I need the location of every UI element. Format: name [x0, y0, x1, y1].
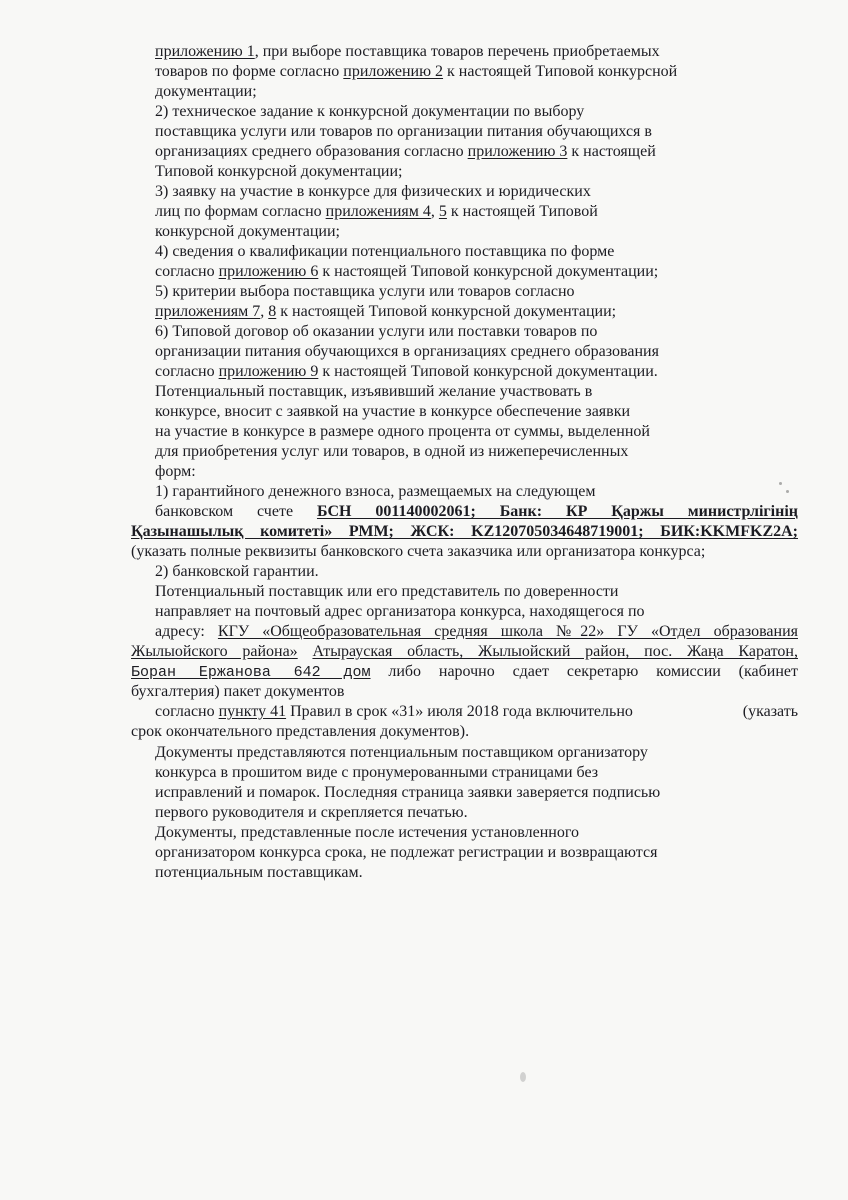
text-line: исправлений и помарок. Последняя страница заявки заверяется подписью	[155, 784, 661, 801]
link-appendix-4[interactable]: приложениям 4	[325, 203, 431, 220]
link-appendix-2[interactable]: приложению 2	[343, 63, 444, 80]
text-line: организациях среднего образования согласно приложению 3 к настоящей	[155, 143, 656, 160]
text-line: Потенциальный поставщик, изъявивший желание участвовать в	[155, 383, 593, 400]
text-line: 2) банковской гарантии.	[155, 563, 319, 580]
link-appendix-3[interactable]: приложению 3	[467, 143, 568, 160]
text-line: лиц по формам согласно приложениям 4, 5 к настоящей Типовой	[155, 203, 598, 220]
text-line: Типовой конкурсной документации;	[155, 163, 403, 180]
text-line: для приобретения услуг или товаров, в одной из нижеперечисленных	[155, 443, 629, 460]
text-line: Документы представляются потенциальным поставщиком организатору	[155, 744, 648, 761]
text-line: бухгалтерия) пакет документов	[131, 683, 345, 700]
scan-speck	[520, 1072, 526, 1082]
text-line: 1) гарантийного денежного взноса, размещаемых на следующем	[155, 483, 596, 500]
text-line: приложению 1, при выборе поставщика товаров перечень приобретаемых	[155, 43, 660, 60]
text-line: (указать полные реквизиты банковского счета заказчика или организатора конкурса;	[131, 543, 706, 560]
text-line: согласно приложению 9 к настоящей Типовой конкурсной документации.	[155, 363, 658, 380]
deadline-note: (указать	[742, 703, 798, 720]
text-line: 2) техническое задание к конкурсной документации по выбору	[155, 103, 585, 120]
organizer-name: КГУ «Общеобразовательная средняя школа №22» ГУ «Отдел образования	[217, 623, 798, 640]
text-line: конкурса в прошитом виде с пронумерованными страницами без	[155, 764, 599, 781]
text-line: потенциальным поставщикам.	[155, 864, 363, 881]
text-line: форм:	[155, 463, 196, 480]
deadline-line: согласно пункту 41 Правил в срок «31» июля 2018 года включительно	[155, 703, 633, 720]
scan-speck	[779, 482, 782, 485]
text-line: согласно приложению 6 к настоящей Типовой конкурсной документации;	[155, 263, 659, 280]
address-line: адресу: КГУ «Общеобразовательная средняя школа №22» ГУ «Отдел образования	[155, 623, 798, 640]
text-line: направляет на почтовый адрес организатора конкурса, находящегося по	[155, 603, 645, 620]
text-line: 5) критерии выбора поставщика услуги или товаров согласно	[155, 283, 575, 300]
text-line: приложениям 7, 8 к настоящей Типовой конкурсной документации;	[155, 303, 617, 320]
scan-speck	[786, 490, 789, 493]
link-appendix-5[interactable]: 5	[438, 203, 447, 220]
text-line: первого руководителя и скрепляется печатью.	[155, 804, 468, 821]
postal-address: Атырауская область, Жылыойский район, пос. Жаңа Каратон,	[312, 643, 798, 660]
text-line: конкурсе, вносит с заявкой на участие в конкурсе обеспечение заявки	[155, 403, 631, 420]
text-line: 4) сведения о квалификации потенциального поставщика по форме	[155, 243, 615, 260]
text-line: 3) заявку на участие в конкурсе для физических и юридических	[155, 183, 591, 200]
link-appendix-7[interactable]: приложениям 7	[155, 303, 261, 320]
text-line: поставщика услуги или товаров по организации питания обучающихся в	[155, 123, 652, 140]
text-line: на участие в конкурсе в размере одного процента от суммы, выделенной	[155, 423, 650, 440]
link-appendix-1[interactable]: приложению 1	[155, 43, 255, 60]
bank-details: БСН 001140002061; Банк: КР Қаржы министрлігінің	[316, 503, 798, 520]
street-address: Боран Ержанова 642 дом	[131, 664, 371, 681]
link-appendix-9[interactable]: приложению 9	[218, 363, 319, 380]
bank-details-continued: Қазынашылық комитеті» РММ; ЖСК: KZ120705034648719001; БИК:KKMFKZ2A;	[131, 523, 798, 540]
text-line: документации;	[155, 83, 257, 100]
text-line: 6) Типовой договор об оказании услуги или поставки товаров по	[155, 323, 598, 340]
address-line	[131, 642, 798, 662]
bank-account-line: банковском счете БСН 001140002061; Банк: КР Қаржы министрлігінің	[155, 503, 798, 520]
link-appendix-8[interactable]: 8	[268, 303, 277, 320]
text-line: конкурсной документации;	[155, 223, 340, 240]
link-appendix-6[interactable]: приложению 6	[218, 263, 319, 280]
text-line: организации питания обучающихся в организациях среднего образования	[155, 343, 659, 360]
link-clause-41[interactable]: пункту 41	[218, 703, 287, 720]
district-name: Жылыойского района»	[131, 643, 298, 660]
text-line: организатором конкурса срока, не подлежат регистрации и возвращаются	[155, 844, 658, 861]
text-line: товаров по форме согласно приложению 2 к настоящей Типовой конкурсной	[155, 63, 678, 80]
address-line: Боран Ержанова 642 дом либо нарочно сдает секретарю комиссии (кабинет	[131, 663, 798, 681]
text-line: Потенциальный поставщик или его представитель по доверенности	[155, 583, 619, 600]
text-line: Документы, представленные после истечения установленного	[155, 824, 579, 841]
text-line: срок окончательного представления документов).	[131, 723, 470, 740]
